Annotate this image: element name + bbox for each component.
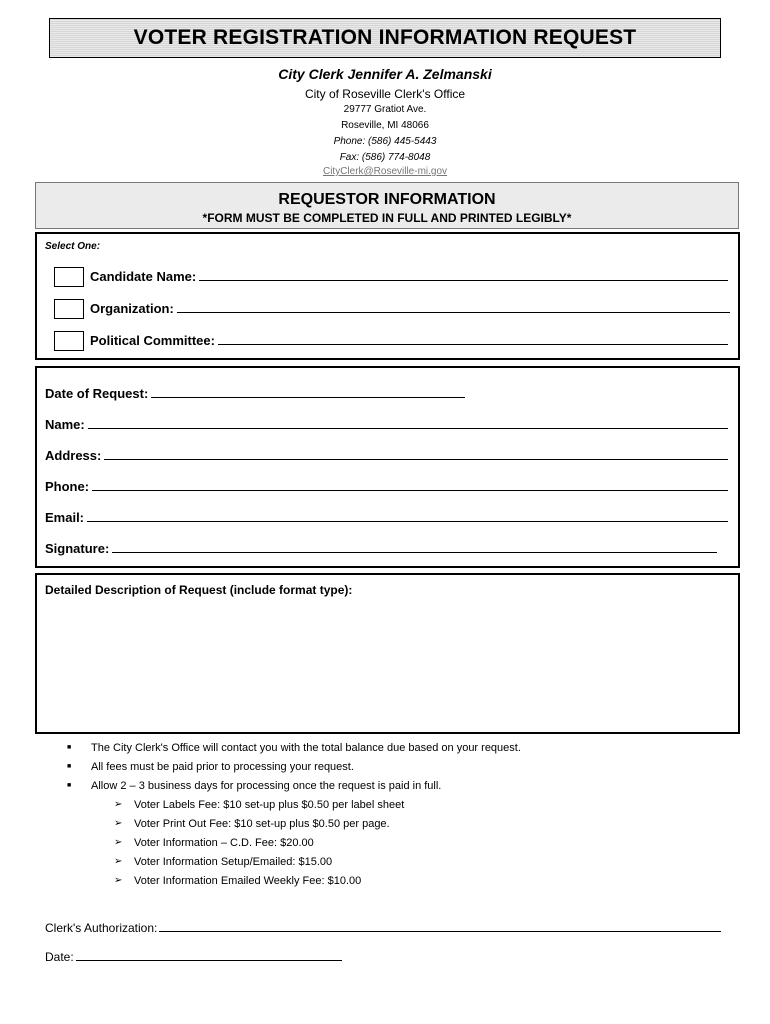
requestor-heading: REQUESTOR INFORMATION bbox=[278, 191, 496, 208]
street-address: 29777 Gratiot Ave. bbox=[343, 104, 427, 115]
notes-list bbox=[67, 738, 747, 795]
candidate-name-field[interactable] bbox=[90, 269, 728, 284]
name-label: Name: bbox=[45, 417, 85, 432]
arrow-bullet-icon: ➢ bbox=[114, 799, 123, 810]
list-item: ➢ Voter Print Out Fee: $10 set-up plus $0.50 per page. bbox=[114, 817, 390, 830]
political-committee-field[interactable] bbox=[90, 333, 728, 348]
requestor-header bbox=[35, 182, 739, 229]
list-item: ➢ Voter Labels Fee: $10 set-up plus $0.50 per label sheet bbox=[114, 798, 405, 811]
arrow-bullet-icon: ➢ bbox=[114, 837, 123, 848]
city-address: Roseville, MI 48066 bbox=[341, 120, 429, 131]
office-name: City of Roseville Clerk's Office bbox=[304, 87, 466, 101]
candidate-name-label: Candidate Name: bbox=[90, 269, 197, 284]
phone-field[interactable] bbox=[45, 479, 728, 494]
requestor-details-section bbox=[35, 366, 740, 568]
name-field[interactable] bbox=[45, 417, 728, 432]
signature-label: Signature: bbox=[45, 541, 110, 556]
square-bullet-icon: ■ bbox=[67, 782, 72, 789]
candidate-checkbox[interactable] bbox=[54, 267, 84, 287]
email-link[interactable]: CityClerk@Roseville-mi.gov bbox=[322, 166, 448, 177]
organization-label: Organization: bbox=[90, 301, 174, 316]
select-one-label: Select One: bbox=[45, 241, 101, 252]
arrow-bullet-icon: ➢ bbox=[114, 856, 123, 867]
address-field[interactable] bbox=[45, 448, 728, 463]
date-of-request-field[interactable] bbox=[45, 386, 465, 401]
description-label: Detailed Description of Request (include format type): bbox=[45, 583, 353, 597]
clerk-authorization-label: Clerk's Authorization: bbox=[45, 921, 158, 935]
list-item: ➢ Voter Information Setup/Emailed: $15.00 bbox=[114, 855, 333, 868]
organization-field[interactable] bbox=[90, 301, 730, 316]
description-section[interactable] bbox=[35, 573, 740, 734]
phone-label: Phone: bbox=[45, 479, 90, 494]
list-item: ■ Allow 2 – 3 business days for processing once the request is paid in full. bbox=[67, 779, 442, 792]
signature-field[interactable] bbox=[45, 541, 717, 556]
select-one-section bbox=[35, 232, 740, 360]
clerk-name: City Clerk Jennifer A. Zelmanski bbox=[278, 66, 492, 82]
political-committee-checkbox[interactable] bbox=[54, 331, 84, 351]
email-label: Email: bbox=[45, 510, 85, 525]
arrow-bullet-icon: ➢ bbox=[114, 875, 123, 886]
organization-checkbox[interactable] bbox=[54, 299, 84, 319]
list-item: ■ The City Clerk's Office will contact you with the total balance due based on your request. bbox=[67, 741, 521, 754]
date-of-request-label: Date of Request: bbox=[45, 386, 149, 401]
authorization-date-field[interactable] bbox=[45, 950, 342, 964]
square-bullet-icon: ■ bbox=[67, 744, 72, 751]
list-item: ➢ Voter Information Emailed Weekly Fee: $10.00 bbox=[114, 874, 362, 887]
authorization-date-label: Date: bbox=[45, 950, 74, 964]
requestor-subheading: *FORM MUST BE COMPLETED IN FULL AND PRINTED LEGIBLY* bbox=[202, 211, 572, 225]
email-field[interactable] bbox=[45, 510, 728, 525]
list-item: ■ All fees must be paid prior to processing your request. bbox=[67, 760, 354, 773]
form-title: VOTER REGISTRATION INFORMATION REQUEST bbox=[133, 26, 637, 49]
clerk-authorization-field[interactable] bbox=[45, 921, 721, 935]
political-committee-label: Political Committee: bbox=[90, 333, 215, 348]
square-bullet-icon: ■ bbox=[67, 763, 72, 770]
address-label: Address: bbox=[45, 448, 102, 463]
list-item: ➢ Voter Information – C.D. Fee: $20.00 bbox=[114, 836, 314, 849]
form-title-box bbox=[49, 18, 721, 58]
arrow-bullet-icon: ➢ bbox=[114, 818, 123, 829]
phone-number: Phone: (586) 445-5443 bbox=[333, 136, 437, 147]
fees-list bbox=[114, 795, 714, 890]
fax-number: Fax: (586) 774-8048 bbox=[339, 152, 431, 163]
